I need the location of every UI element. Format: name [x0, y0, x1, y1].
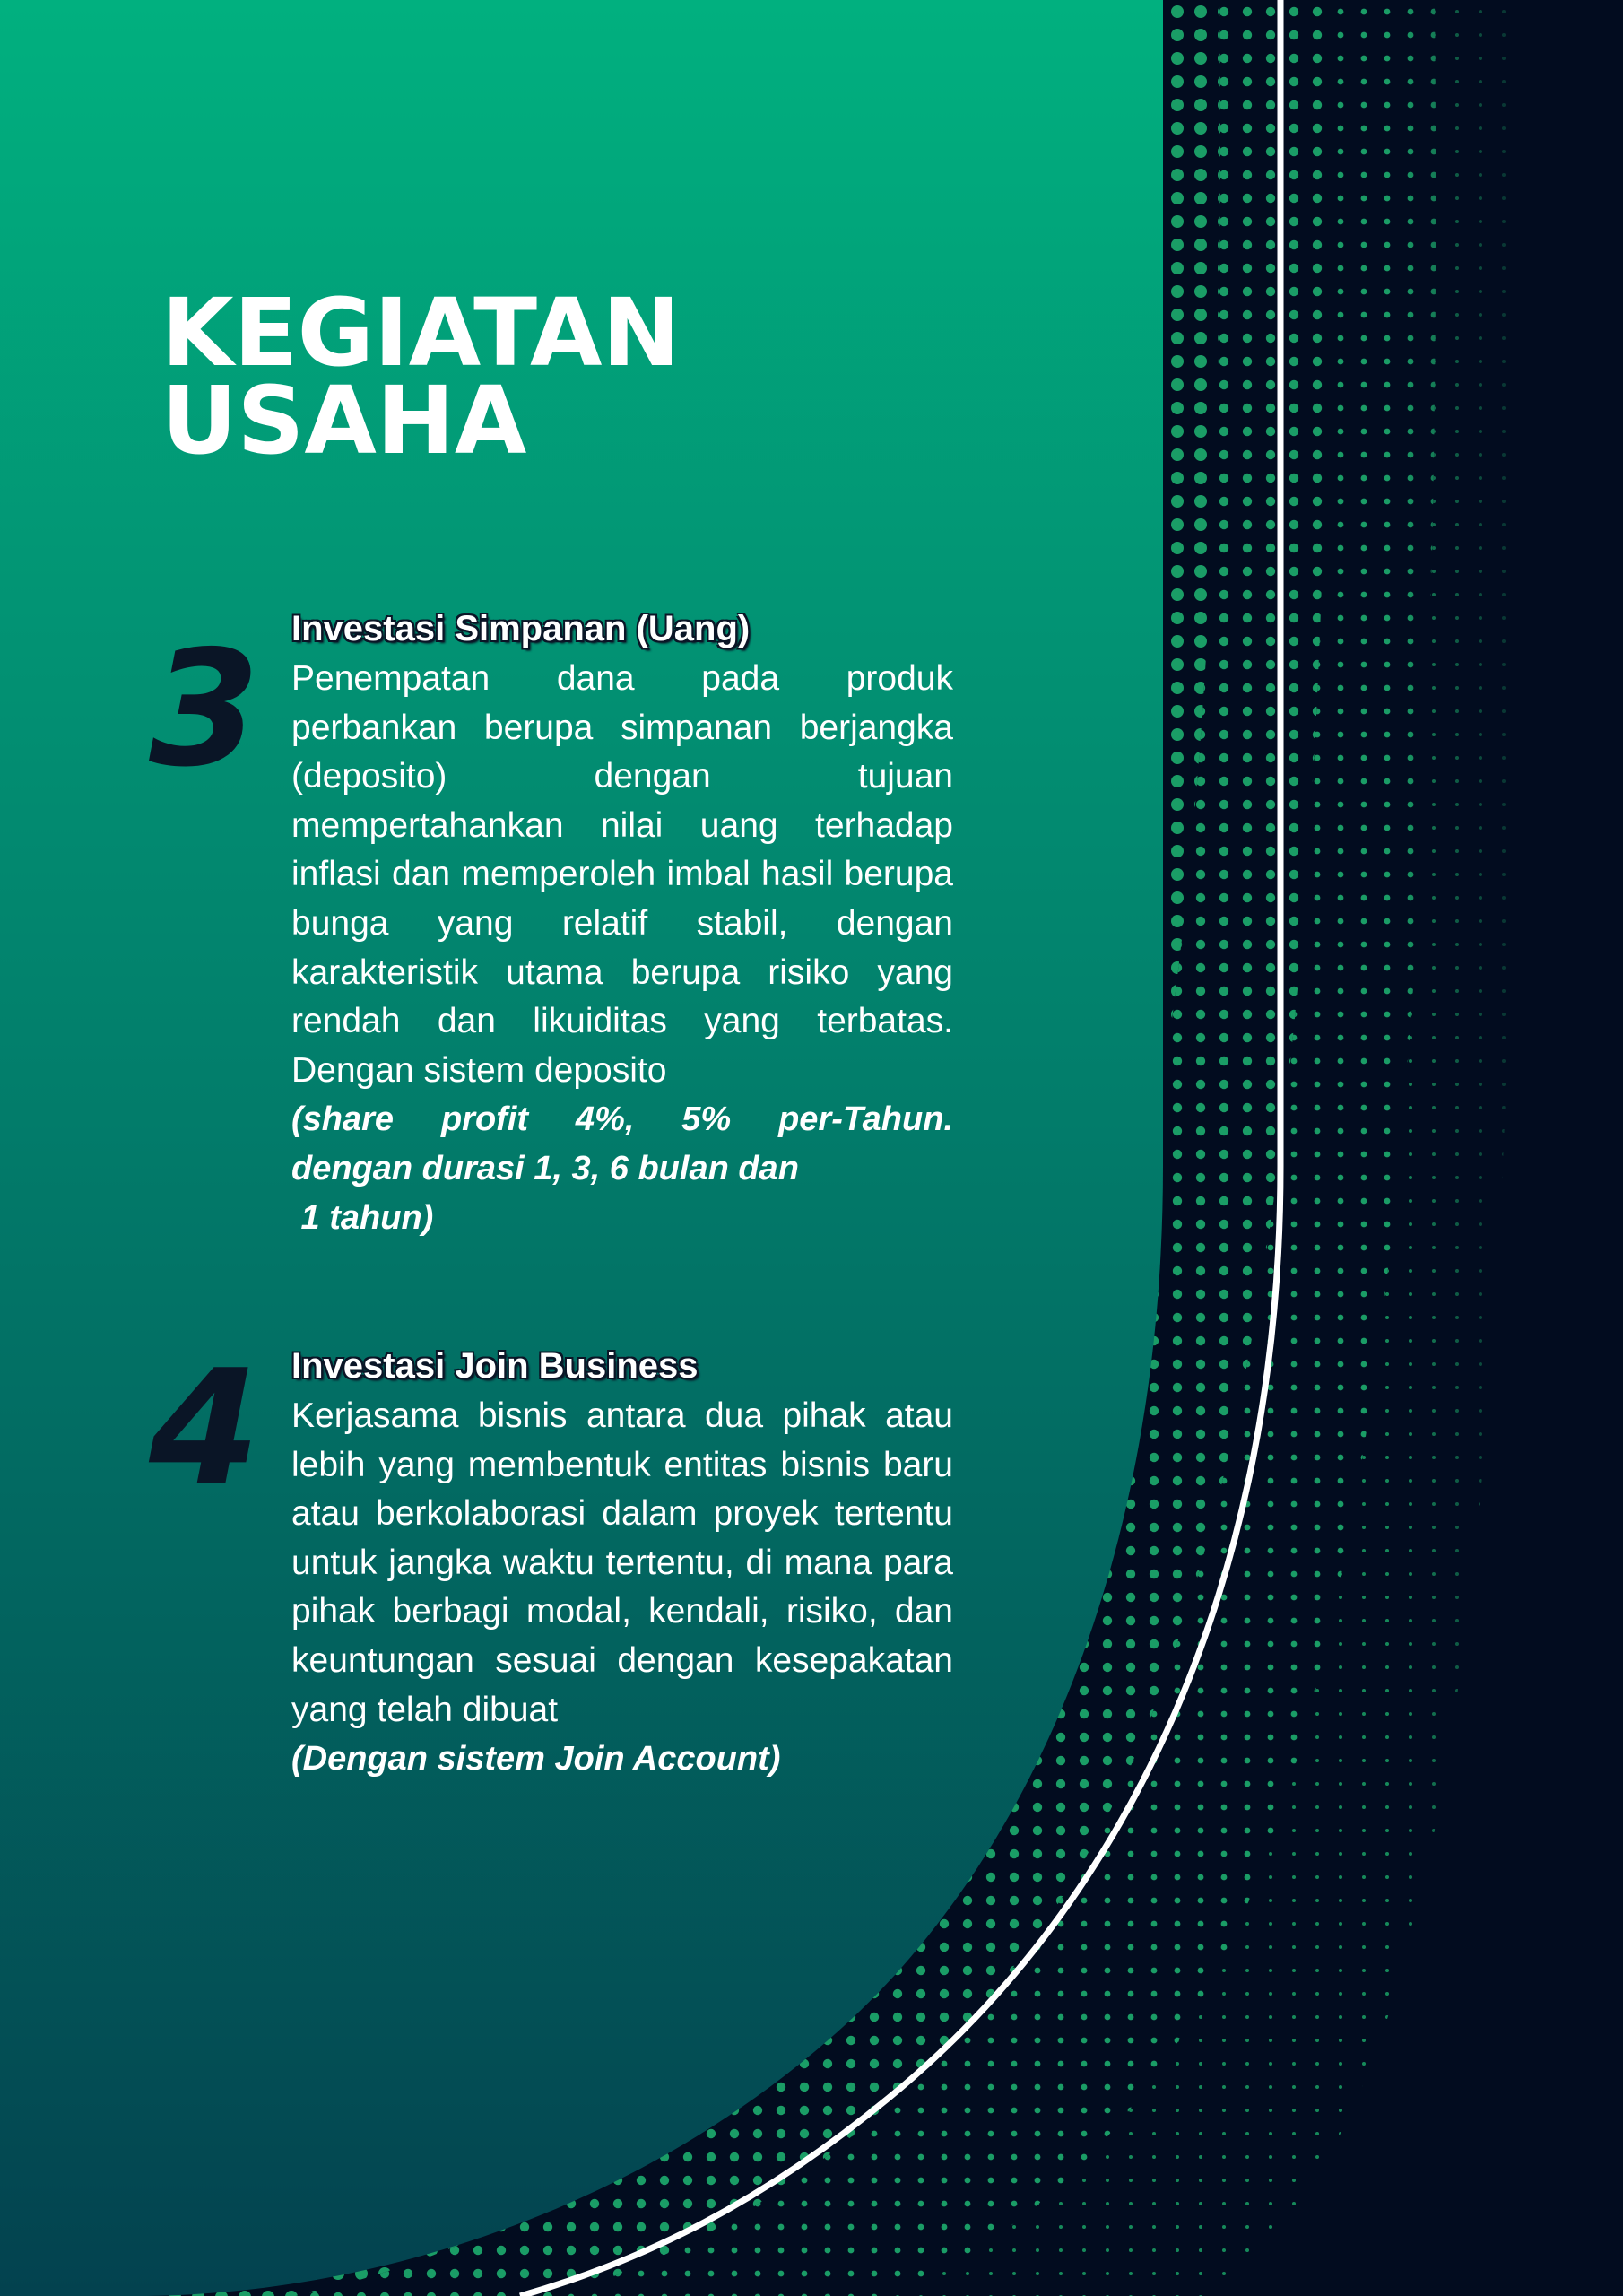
section-note-line: 1 tahun): [291, 1198, 434, 1237]
dots-fade: [1399, 0, 1560, 2296]
section-body: Kerjasama bisnis antara dua pihak atau lebih yang membentuk entitas bisnis baru atau berkolaborasi dalam proyek tertentu untuk jangka waktu tertentu, di mana para pihak berbagi modal, kendali, risiko, dan keuntungan sesuai dengan kesepakatan yang telah dibuat: [291, 1396, 953, 1729]
section-note-line: (share profit 4%, 5% per-Tahun.: [291, 1100, 953, 1139]
section-note-line: dengan durasi 1, 3, 6 bulan dan: [291, 1149, 799, 1187]
section-heading: Investasi Join Business: [291, 1346, 699, 1386]
section-note: [291, 1735, 953, 1784]
section-investasi-join-business: [291, 1344, 953, 1784]
section-note: [291, 1095, 953, 1242]
section-body: Penempatan dana pada produk perbankan berupa simpanan berjangka (deposito) dengan tujuan mempertahankan nilai uang terhadap inflasi dan memperoleh imbal hasil berupa bunga yang relatif stabil, dengan karakteristik utama berupa risiko yang rendah dan likuiditas yang terbatas. Dengan sistem deposito: [291, 659, 953, 1090]
page-title-line-1: KEGIATAN: [161, 278, 681, 387]
section-note-line: (Dengan sistem Join Account): [291, 1740, 781, 1779]
section-number-3: 3: [149, 616, 260, 802]
page-title: [161, 278, 681, 475]
page-title-line-2: USAHA: [161, 366, 527, 475]
section-investasi-simpanan: [291, 606, 953, 1242]
section-heading: Investasi Simpanan (Uang): [291, 609, 751, 648]
section-number-4: 4: [149, 1335, 260, 1521]
